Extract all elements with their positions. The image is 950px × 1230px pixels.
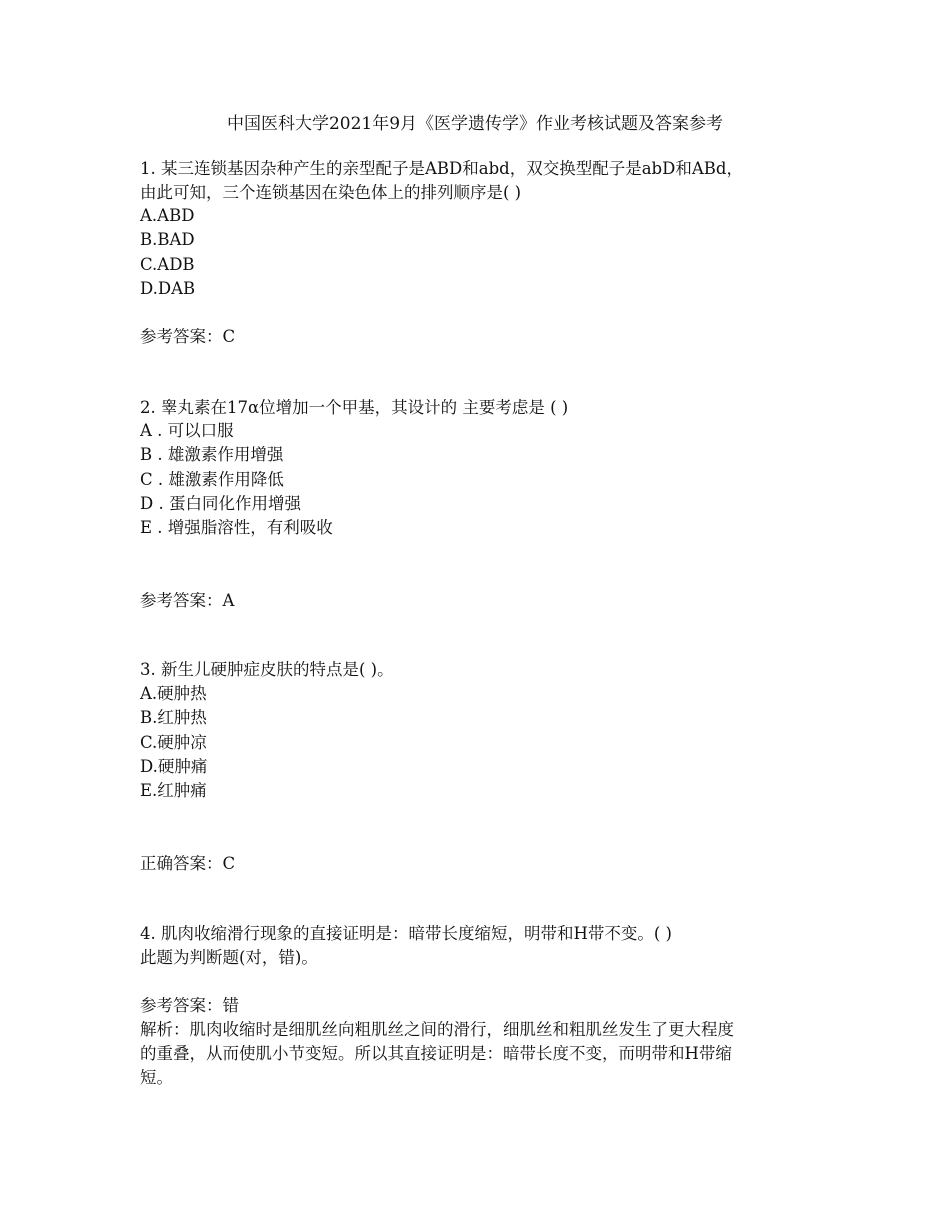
question-2-options bbox=[140, 419, 333, 540]
question-1-options bbox=[140, 204, 195, 301]
question-3-option-b: B.红肿热 bbox=[140, 708, 207, 728]
question-4-answer: 参考答案：错 bbox=[140, 996, 239, 1015]
question-2-answer: 参考答案：A bbox=[140, 591, 235, 610]
question-1-stem-line: 1. 某三连锁基因杂种产生的亲型配子是ABD和abd，双交换型配子是abD和ABd， bbox=[140, 159, 743, 178]
question-4-stem-line: 此题为判断题(对，错)。 bbox=[140, 948, 318, 967]
question-4-explanation bbox=[140, 1018, 830, 1090]
question-1-answer: 参考答案：C bbox=[140, 327, 236, 346]
question-2-option-c: C . 雄激素作用降低 bbox=[140, 469, 284, 489]
question-2-stem bbox=[140, 396, 820, 420]
question-2-option-a: A . 可以口服 bbox=[140, 421, 234, 440]
question-2-option-e: E . 增强脂溶性，有利吸收 bbox=[140, 518, 333, 538]
document-title: 中国医科大学2021年9月《医学遗传学》作业考核试题及答案参考 bbox=[226, 114, 724, 134]
question-1-stem bbox=[140, 157, 820, 205]
question-2-stem-line: 2. 睾丸素在17α位增加一个甲基，其设计的 主要考虑是 ( ) bbox=[140, 398, 569, 417]
question-1-option-d: D.DAB bbox=[140, 278, 196, 298]
question-4-stem-line: 4. 肌肉收缩滑行现象的直接证明是：暗带长度缩短，明带和H带不变。( ) bbox=[140, 924, 672, 943]
explanation-line: 的重叠，从而使肌小节变短。所以其直接证明是：暗带长度不变，而明带和H带缩 bbox=[140, 1044, 732, 1063]
question-3-answer: 正确答案：C bbox=[140, 854, 236, 873]
question-3-stem bbox=[140, 658, 820, 682]
question-1-stem-line: 由此可知，三个连锁基因在染色体上的排列顺序是( ) bbox=[140, 183, 522, 202]
question-3-option-c: C.硬肿凉 bbox=[140, 732, 207, 752]
question-1-option-a: A.ABD bbox=[140, 206, 195, 225]
explanation-line: 解析：肌肉收缩时是细肌丝向粗肌丝之间的滑行，细肌丝和粗肌丝发生了更大程度 bbox=[140, 1020, 734, 1039]
question-1-option-c: C.ADB bbox=[140, 254, 195, 274]
question-4-stem bbox=[140, 922, 820, 970]
question-3-stem-line: 3. 新生儿硬肿症皮肤的特点是( )。 bbox=[140, 660, 394, 679]
question-3-option-d: D.硬肿痛 bbox=[140, 756, 208, 776]
question-3-option-e: E.红肿痛 bbox=[140, 781, 207, 801]
question-3-options bbox=[140, 682, 207, 803]
question-2-option-d: D . 蛋白同化作用增强 bbox=[140, 493, 301, 513]
explanation-line: 短。 bbox=[140, 1068, 173, 1087]
question-3-option-a: A.硬肿热 bbox=[140, 684, 207, 703]
question-2-option-b: B . 雄激素作用增强 bbox=[140, 445, 284, 465]
question-1-option-b: B.BAD bbox=[140, 230, 195, 250]
